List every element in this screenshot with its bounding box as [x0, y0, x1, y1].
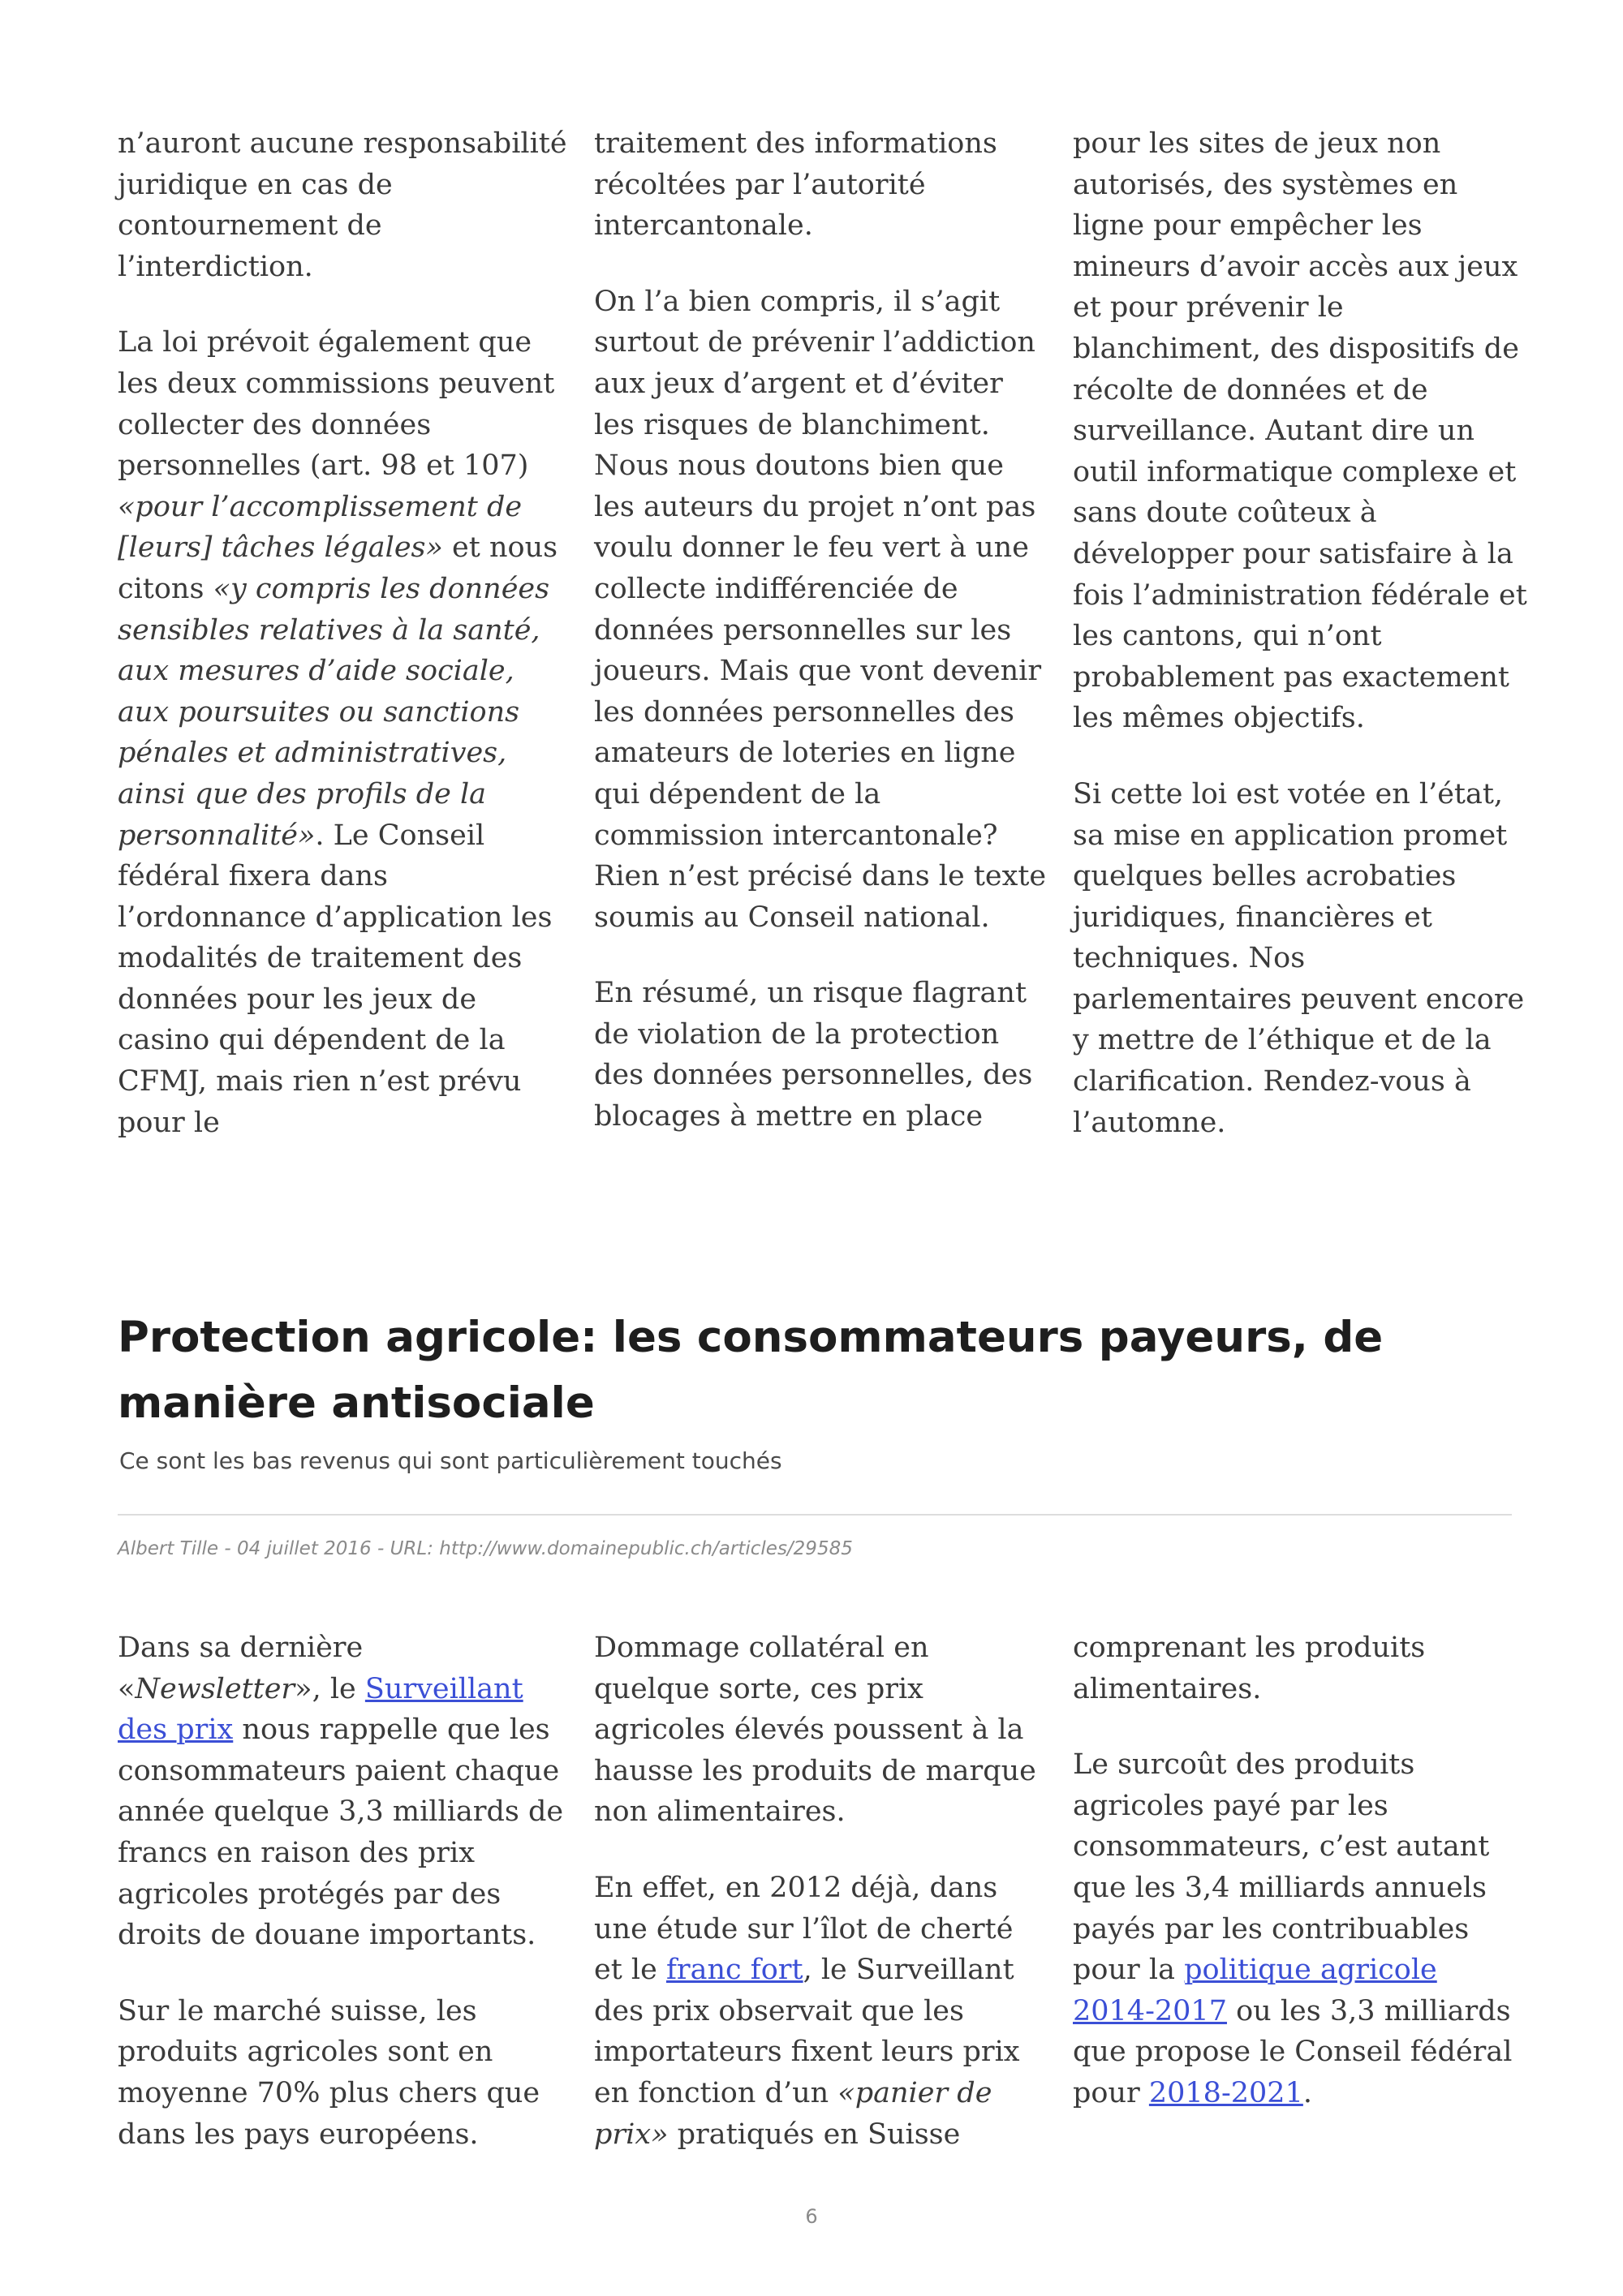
article-column-2 [594, 1627, 1048, 2155]
paragraph: Dommage collatéral en quelque sorte, ces prix agricoles élevés poussent à la hausse les produits de marque non alimentaires. [594, 1632, 1036, 1829]
quotation: «panier de prix» [594, 2076, 992, 2151]
politique-agricole-link[interactable]: politique agricole 2014-2017 [1073, 1954, 1437, 2027]
divider [118, 1514, 1512, 1516]
paragraph: n’auront aucune responsabilité juridique en cas de contournement de l’interdiction. [118, 127, 567, 283]
article-subtitle: Ce sont les bas revenus qui sont particulièrement touchés [119, 1447, 782, 1474]
paragraph: En résumé, un risque flagrant de violation de la protection des données personnelles, des blocages à mettre en place [594, 977, 1033, 1133]
paragraph: pour les sites de jeux non autorisés, des systèmes en ligne pour empêcher les mineurs d’avoir accès aux jeux et pour prévenir le blanchiment, des dispositifs de récolte de données et de surveillance. Autant dire un outil informatique complexe et sans doute coûteux à développer pour satisfaire à la fois l’administration fédérale et les cantons, qui n’ont probablement pas exactement les mêmes objectifs. [1073, 127, 1527, 735]
paragraph: Dans sa dernière «Newsletter», le Surveillant des prix nous rappelle que les consommateurs paient chaque année quelque 3,3 milliards de francs en raison des prix agricoles protégés par des droits de douane importants. [118, 1632, 564, 1952]
quotation: «pour l’accomplissement de [leurs] tâches légales» [118, 490, 523, 565]
paragraph: En effet, en 2012 déjà, dans une étude sur l’îlot de cherté et le franc fort, le Surveillant des prix observait que les importateurs fixent leurs prix en fonction d’un «panier de prix» pratiqués en Suisse [594, 1871, 1020, 2151]
top-article-column-1 [118, 123, 572, 1143]
top-article-column-2 [594, 123, 1048, 1137]
article-title: Protection agricole: les consommateurs payeurs, de manière antisociale [118, 1313, 1384, 1428]
paragraph: comprenant les produits alimentaires. [1073, 1632, 1426, 1705]
period-2018-2021-link[interactable]: 2018-2021 [1148, 2076, 1303, 2109]
paragraph: traitement des informations récoltées par l’autorité intercantonale. [594, 127, 997, 243]
page-number: 6 [805, 2205, 818, 2228]
surveillant-des-prix-link[interactable]: Surveillant des prix [118, 1672, 523, 1747]
paragraph: On l’a bien compris, il s’agit surtout de prévenir l’addiction aux jeux d’argent et d’éviter les risques de blanchiment. Nous nous doutons bien que les auteurs du projet n’ont pas voulu donner le feu vert à une collecte indifférenciée de données personnelles sur les joueurs. Mais que vont devenir les données personnelles des amateurs de loteries en ligne qui dépendent de la commission intercantonale? Rien n’est précisé dans le texte soumis au Conseil national. [594, 285, 1047, 934]
paragraph: Le surcoût des produits agricoles payé par les consommateurs, c’est autant que les 3,4 milliards annuels payés par les contribuables pour la politique agricole 2014-2017 ou les 3,3 milliards que propose le Conseil fédéral pour 2018-2021. [1073, 1748, 1513, 2109]
paragraph: La loi prévoit également que les deux commissions peuvent collecter des données personnelles (art. 98 et 107) «pour l’accomplissement de [leurs] tâches légales» et nous citons «y compris les données sensibles relatives à la santé, aux mesures d’aide sociale, aux poursuites ou sanctions pénales et administratives, ainsi que des profils de la personnalité». Le Conseil fédéral fixera dans l’ordonnance d’application les modalités de traitement des données pour les jeux de casino qui dépendent de la CFMJ, mais rien n’est prévu pour le [118, 326, 558, 1139]
paragraph: Sur le marché suisse, les produits agricoles sont en moyenne 70% plus chers que dans les pays européens. [118, 1994, 540, 2151]
top-article-column-3 [1073, 123, 1527, 1143]
paragraph: Si cette loi est votée en l’état, sa mise en application promet quelques belles acrobaties juridiques, financières et techniques. Nos parlementaires peuvent encore y mettre de l’éthique et de la clarification. Rendez-vous à l’automne. [1073, 777, 1525, 1139]
article-column-3 [1073, 1627, 1527, 2114]
article-column-1 [118, 1627, 572, 2155]
quotation: «y compris les données sensibles relatives à la santé, aux mesures d’aide sociale, aux poursuites ou sanctions pénales et administratives, ainsi que des profils de la personnalité» [118, 572, 550, 852]
article-meta: Albert Tille - 04 juillet 2016 - URL: http://www.domainepublic.ch/articles/29585 [118, 1538, 853, 1559]
newsletter-term: Newsletter [135, 1672, 295, 1705]
franc-fort-link[interactable]: franc fort [665, 1954, 803, 1987]
